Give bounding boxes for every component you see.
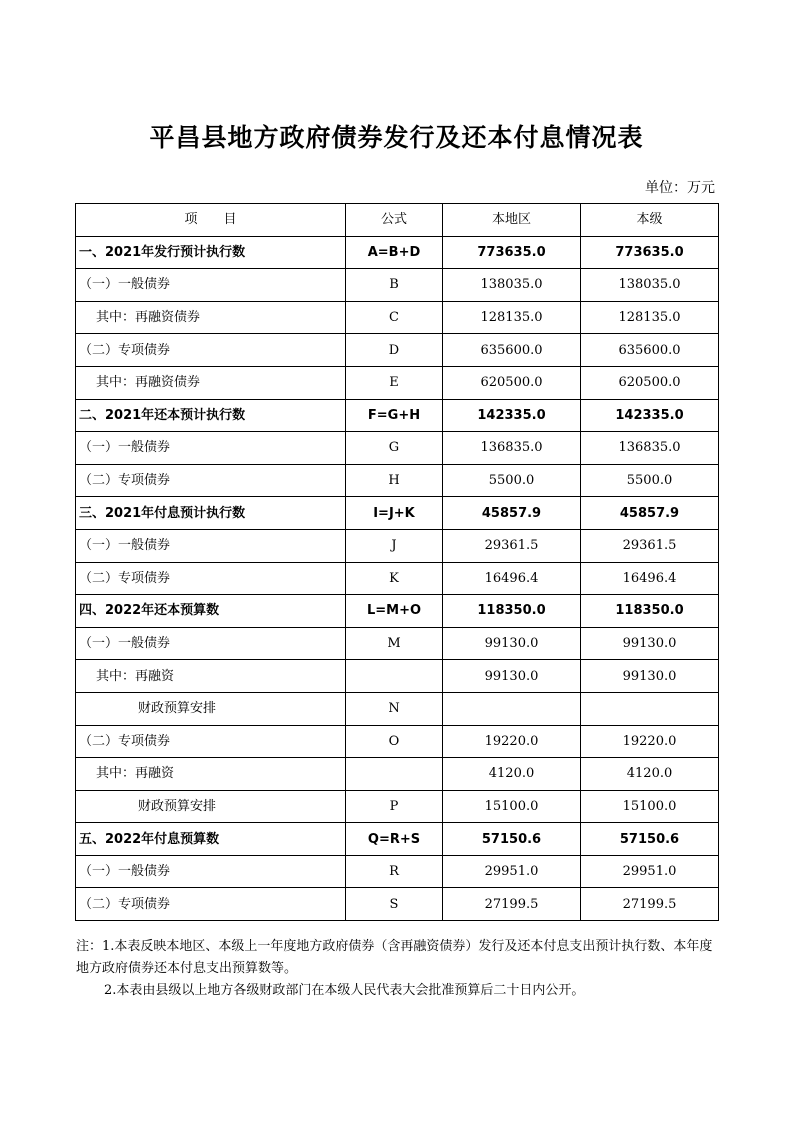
row-item-cell: 四、2022年还本预算数 xyxy=(76,595,346,628)
page-title: 平昌县地方政府债券发行及还本付息情况表 xyxy=(149,123,644,152)
row-local-value: 635600.0 xyxy=(443,334,581,367)
row-local-value: 142335.0 xyxy=(443,399,581,432)
row-formula-cell: L=M+O xyxy=(346,595,443,628)
table-row xyxy=(76,888,719,921)
row-item-cell: 五、2022年付息预算数 xyxy=(76,823,346,856)
row-level-value: 136835.0 xyxy=(581,432,719,465)
note-1: 注：1.本表反映本地区、本级上一年度地方政府债券（含再融资债券）发行及还本付息支出预计执行数、本年度地方政府债券还本付息支出预算数等。 xyxy=(76,939,713,976)
row-local-value: 773635.0 xyxy=(443,236,581,269)
table-row xyxy=(76,790,719,823)
header-level: 本级 xyxy=(581,204,719,237)
row-formula-cell: P xyxy=(346,790,443,823)
notes xyxy=(76,936,719,1002)
row-local-value: 4120.0 xyxy=(443,758,581,791)
row-level-value: 19220.0 xyxy=(581,725,719,758)
row-local-value: 5500.0 xyxy=(443,464,581,497)
table-row xyxy=(76,660,719,693)
table-row xyxy=(76,595,719,628)
table-row xyxy=(76,627,719,660)
row-item-cell: 财政预算安排 xyxy=(76,790,346,823)
row-level-value: 99130.0 xyxy=(581,660,719,693)
row-formula-cell: O xyxy=(346,725,443,758)
row-local-value: 19220.0 xyxy=(443,725,581,758)
table-row xyxy=(76,432,719,465)
row-level-value: 45857.9 xyxy=(581,497,719,530)
row-item-cell: （一）一般债券 xyxy=(76,432,346,465)
row-formula-cell: M xyxy=(346,627,443,660)
row-item-cell: （二）专项债券 xyxy=(76,334,346,367)
row-item-cell: 三、2021年付息预计执行数 xyxy=(76,497,346,530)
row-level-value: 15100.0 xyxy=(581,790,719,823)
table-row xyxy=(76,399,719,432)
row-local-value: 29951.0 xyxy=(443,855,581,888)
row-level-value xyxy=(581,692,719,725)
row-item-cell: （一）一般债券 xyxy=(76,269,346,302)
row-item-cell: （一）一般债券 xyxy=(76,627,346,660)
row-local-value: 118350.0 xyxy=(443,595,581,628)
row-local-value: 99130.0 xyxy=(443,627,581,660)
row-formula-cell: H xyxy=(346,464,443,497)
row-level-value: 29951.0 xyxy=(581,855,719,888)
row-formula-cell: J xyxy=(346,529,443,562)
table-row xyxy=(76,497,719,530)
row-formula-cell: E xyxy=(346,366,443,399)
row-formula-cell: K xyxy=(346,562,443,595)
row-formula-cell: G xyxy=(346,432,443,465)
row-level-value: 99130.0 xyxy=(581,627,719,660)
row-local-value: 57150.6 xyxy=(443,823,581,856)
table-row xyxy=(76,301,719,334)
row-formula-cell: C xyxy=(346,301,443,334)
row-level-value: 142335.0 xyxy=(581,399,719,432)
row-item-cell: 其中：再融资 xyxy=(76,660,346,693)
row-formula-cell: A=B+D xyxy=(346,236,443,269)
row-level-value: 57150.6 xyxy=(581,823,719,856)
row-formula-cell: R xyxy=(346,855,443,888)
row-item-cell: 财政预算安排 xyxy=(76,692,346,725)
row-level-value: 16496.4 xyxy=(581,562,719,595)
row-item-cell: （二）专项债券 xyxy=(76,464,346,497)
row-level-value: 138035.0 xyxy=(581,269,719,302)
row-level-value: 620500.0 xyxy=(581,366,719,399)
row-item-cell: 其中：再融资债券 xyxy=(76,301,346,334)
table-row xyxy=(76,529,719,562)
table-row xyxy=(76,236,719,269)
table-row xyxy=(76,823,719,856)
table-header-row xyxy=(76,204,719,237)
row-level-value: 27199.5 xyxy=(581,888,719,921)
row-local-value: 27199.5 xyxy=(443,888,581,921)
row-local-value: 16496.4 xyxy=(443,562,581,595)
row-formula-cell: S xyxy=(346,888,443,921)
table-row xyxy=(76,366,719,399)
row-level-value: 5500.0 xyxy=(581,464,719,497)
row-local-value: 136835.0 xyxy=(443,432,581,465)
row-local-value: 29361.5 xyxy=(443,529,581,562)
row-item-cell: （一）一般债券 xyxy=(76,529,346,562)
row-formula-cell: B xyxy=(346,269,443,302)
row-formula-cell: I=J+K xyxy=(346,497,443,530)
row-local-value: 620500.0 xyxy=(443,366,581,399)
table-row xyxy=(76,464,719,497)
row-local-value: 99130.0 xyxy=(443,660,581,693)
row-level-value: 128135.0 xyxy=(581,301,719,334)
row-item-cell: （二）专项债券 xyxy=(76,725,346,758)
row-local-value: 138035.0 xyxy=(443,269,581,302)
note-2: 2.本表由县级以上地方各级财政部门在本级人民代表大会批准预算后二十日内公开。 xyxy=(104,983,585,998)
row-formula-cell: N xyxy=(346,692,443,725)
row-item-cell: （一）一般债券 xyxy=(76,855,346,888)
header-item: 项 目 xyxy=(76,204,346,237)
row-formula-cell: D xyxy=(346,334,443,367)
unit-label: 单位：万元 xyxy=(645,180,715,196)
table-row xyxy=(76,562,719,595)
row-item-cell: 其中：再融资 xyxy=(76,758,346,791)
header-formula: 公式 xyxy=(346,204,443,237)
row-level-value: 29361.5 xyxy=(581,529,719,562)
row-item-cell: 一、2021年发行预计执行数 xyxy=(76,236,346,269)
header-local: 本地区 xyxy=(443,204,581,237)
table-row xyxy=(76,269,719,302)
row-item-cell: （二）专项债券 xyxy=(76,562,346,595)
table-row xyxy=(76,758,719,791)
row-level-value: 773635.0 xyxy=(581,236,719,269)
debt-table xyxy=(75,203,719,921)
row-formula-cell: F=G+H xyxy=(346,399,443,432)
row-local-value: 15100.0 xyxy=(443,790,581,823)
row-local-value: 45857.9 xyxy=(443,497,581,530)
row-local-value xyxy=(443,692,581,725)
table-row xyxy=(76,334,719,367)
row-level-value: 118350.0 xyxy=(581,595,719,628)
table-row xyxy=(76,692,719,725)
row-formula-cell xyxy=(346,660,443,693)
row-level-value: 4120.0 xyxy=(581,758,719,791)
row-formula-cell xyxy=(346,758,443,791)
row-level-value: 635600.0 xyxy=(581,334,719,367)
row-item-cell: （二）专项债券 xyxy=(76,888,346,921)
row-item-cell: 其中：再融资债券 xyxy=(76,366,346,399)
row-item-cell: 二、2021年还本预计执行数 xyxy=(76,399,346,432)
table-row xyxy=(76,725,719,758)
row-local-value: 128135.0 xyxy=(443,301,581,334)
table-row xyxy=(76,855,719,888)
row-formula-cell: Q=R+S xyxy=(346,823,443,856)
